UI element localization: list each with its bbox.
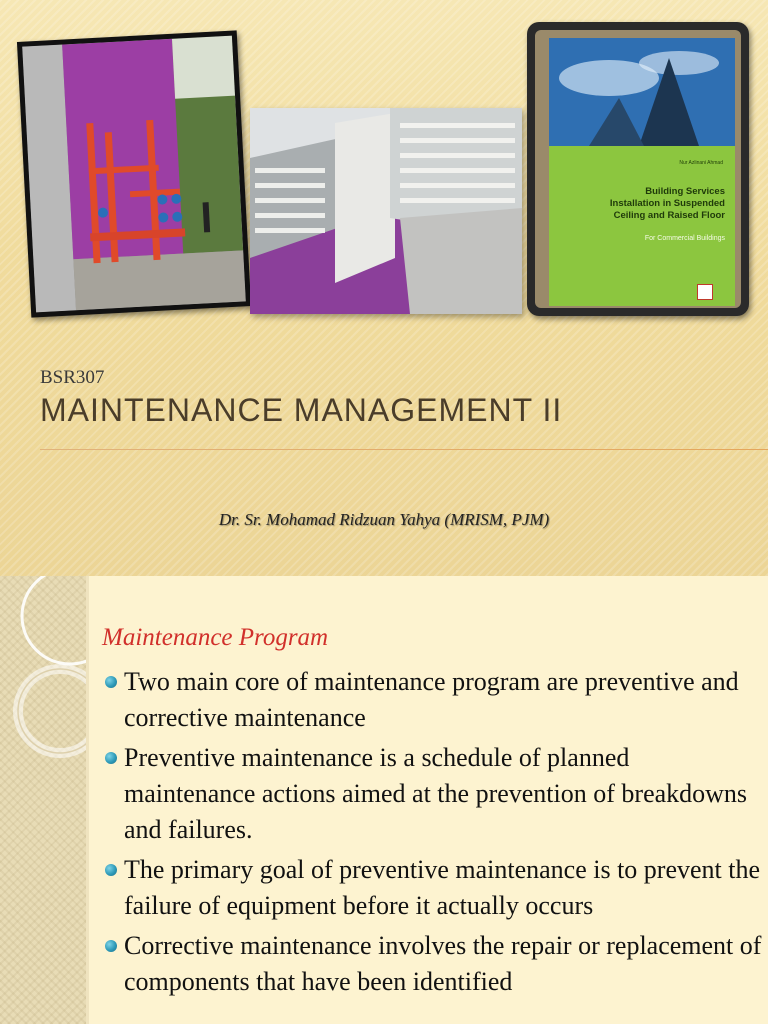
bullet-icon [105, 752, 117, 764]
book-title-line: Building Services [645, 186, 725, 197]
list-item [104, 928, 764, 1000]
publisher-logo [697, 284, 713, 300]
bullet-icon [105, 864, 117, 876]
slide-title: MAINTENANCE MANAGEMENT II [40, 392, 563, 428]
sky-skyscraper-image [549, 38, 735, 146]
list-item [104, 664, 764, 736]
author-name: Dr. Sr. Mohamad Ridzuan Yahya (MRISM, PJM) [218, 510, 550, 529]
decorative-sidebar [0, 576, 86, 1024]
building-image [250, 108, 522, 314]
bullet-text: Two main core of maintenance program are preventive and corrective maintenance [124, 667, 739, 732]
section-heading: Maintenance Program [102, 624, 329, 651]
book-title [549, 186, 725, 222]
content-slide [0, 576, 768, 1024]
bullet-text: The primary goal of preventive maintenance is to prevent the failure of equipment before it actually occurs [124, 855, 761, 920]
list-item [104, 852, 764, 924]
sidebar-divider [86, 576, 89, 1024]
book-title-line: Installation in Suspended [609, 198, 725, 209]
book-cover [549, 38, 735, 306]
fire-pipes-photo [17, 30, 251, 317]
bullet-icon [105, 940, 117, 952]
bullet-icon [105, 676, 117, 688]
course-code: BSR307 [40, 367, 105, 388]
bullet-text: Preventive maintenance is a schedule of planned maintenance actions aimed at the prevention of breakdowns and failures. [124, 743, 748, 844]
fire-pipes-image [22, 36, 246, 313]
book-subtitle: For Commercial Buildings [644, 235, 725, 242]
list-item [104, 740, 764, 848]
bullet-list [104, 664, 764, 1004]
book-cover-photo [527, 22, 749, 316]
book-author: Nur Azlinani Ahmad [679, 160, 723, 166]
bullet-text: Corrective maintenance involves the repair or replacement of components that have been identified [124, 931, 762, 996]
title-divider [40, 449, 768, 450]
building-photo [250, 108, 522, 314]
book-title-line: Ceiling and Raised Floor [613, 210, 725, 221]
decorative-circles-icon [0, 576, 86, 1024]
